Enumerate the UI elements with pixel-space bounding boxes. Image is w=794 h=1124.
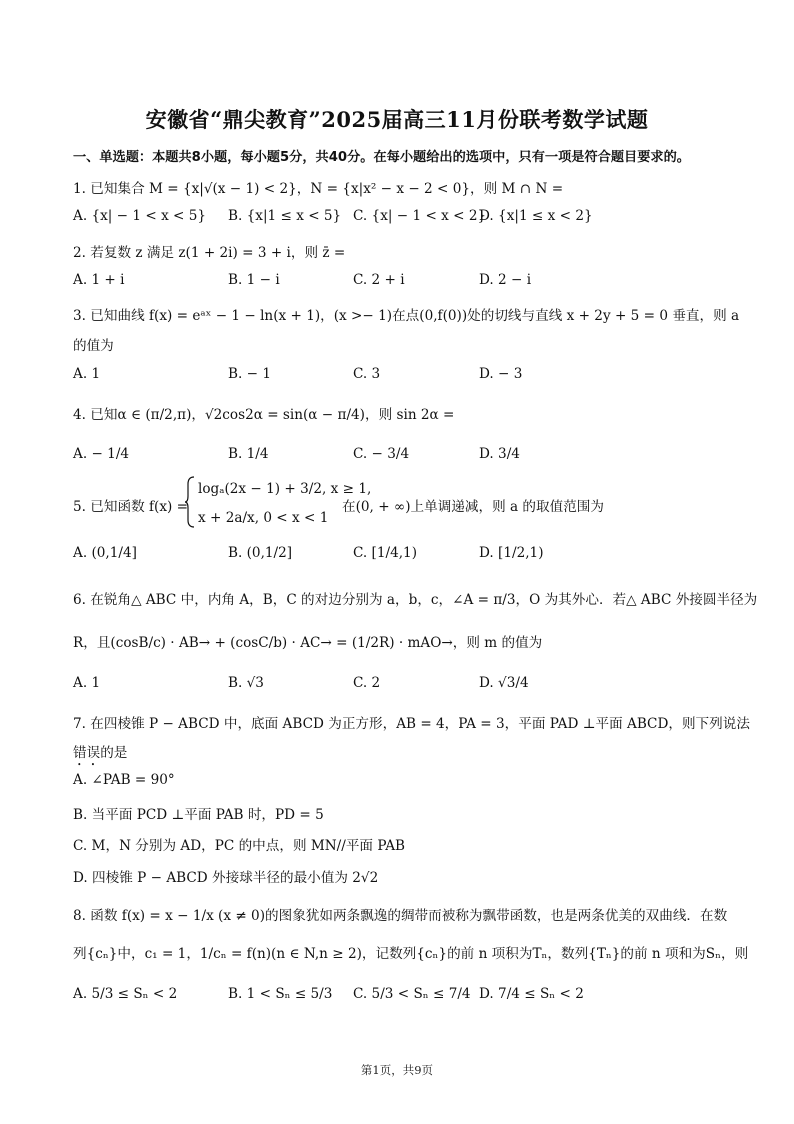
q2-option-b: B. 1 − i (228, 272, 280, 288)
q3-option-b: B. − 1 (228, 366, 271, 382)
q8-option-a: A. 5/3 ≤ Sₙ < 2 (73, 986, 178, 1002)
q4-option-d: D. 3/4 (479, 446, 520, 462)
q8-stem-line1: 8. 函数 f(x) = x − 1/x (x ≠ 0)的图象犹如两条飘逸的绸带而被称为飘带函数，也是两条优美的双曲线．在数 (73, 908, 728, 924)
q7-stem-line2-rest: 的是 (100, 745, 128, 761)
q8-option-c: C. 5/3 < Sₙ ≤ 7/4 (353, 986, 471, 1002)
q3-option-c: C. 3 (353, 366, 381, 382)
q2-stem: 2. 若复数 z 满足 z(1 + 2i) = 3 + i，则 z̄ = (73, 245, 346, 261)
q4-option-c: C. − 3/4 (353, 446, 410, 462)
q6-option-d: D. √3/4 (479, 675, 529, 691)
q6-option-a: A. 1 (73, 675, 101, 691)
q1-option-b: B. {x|1 ≤ x < 5} (228, 208, 342, 224)
q7-stem-line1: 7. 在四棱锥 P − ABCD 中，底面 ABCD 为正方形，AB = 4，PA = 3，平面 PAD ⊥平面 ABCD，则下列说法 (73, 716, 750, 732)
q2-option-a: A. 1 + i (73, 272, 125, 288)
q5-option-c: C. [1/4,1) (353, 545, 418, 561)
q4-option-a: A. − 1/4 (73, 446, 130, 462)
q7-emphasis-word: 错误 (73, 745, 101, 761)
q3-stem-line2: 的值为 (73, 338, 114, 354)
q7-option-b: B. 当平面 PCD ⊥平面 PAB 时，PD = 5 (73, 807, 324, 823)
q2-option-d: D. 2 − i (479, 272, 532, 288)
q4-stem: 4. 已知α ∈ (π/2,π)，√2cos2α = sin(α − π/4)，则 sin 2α = (73, 407, 455, 423)
q5-brace (184, 476, 196, 528)
q5-stem-suffix: 在(0, + ∞)上单调递减，则 a 的取值范围为 (342, 499, 604, 515)
q7-option-a: A. ∠PAB = 90° (73, 772, 175, 788)
q7-stem-line2 (73, 741, 127, 769)
q5-case-1: logₐ(2x − 1) + 3/2, x ≥ 1, (198, 481, 372, 497)
page-footer: 第1页，共9页 (360, 1063, 434, 1077)
q6-stem-line1: 6. 在锐角△ ABC 中，内角 A，B，C 的对边分别为 a，b，c，∠A = π/3，O 为其外心．若△ ABC 外接圆半径为 (73, 592, 758, 608)
q6-option-b: B. √3 (228, 675, 264, 691)
q5-option-d: D. [1/2,1) (479, 545, 544, 561)
q1-option-a: A. {x| − 1 < x < 5} (73, 208, 207, 224)
q3-stem-line1: 3. 已知曲线 f(x) = eᵃˣ − 1 − ln(x + 1)，(x >− 1)在点(0,f(0))处的切线与直线 x + 2y + 5 = 0 垂直，则 a (73, 308, 740, 324)
q1-stem: 1. 已知集合 M = {x|√(x − 1) < 2}，N = {x|x² − x − 2 < 0}，则 M ∩ N = (73, 181, 564, 197)
q1-option-c: C. {x| − 1 < x < 2} (353, 208, 487, 224)
section-heading: 一、单选题：本题共8小题，每小题5分，共40分。在每小题给出的选项中，只有一项是符合题目要求的。 (73, 150, 690, 165)
q3-option-d: D. − 3 (479, 366, 523, 382)
q1-option-d: D. {x|1 ≤ x < 2} (479, 208, 593, 224)
q3-option-a: A. 1 (73, 366, 101, 382)
q4-option-b: B. 1/4 (228, 446, 269, 462)
exam-title: 安徽省“鼎尖教育”2025届高三11月份联考数学试题 (145, 107, 649, 132)
q5-stem-prefix: 5. 已知函数 f(x) = (73, 499, 189, 515)
q7-option-c: C. M，N 分别为 AD，PC 的中点，则 MN//平面 PAB (73, 838, 406, 854)
q7-option-d: D. 四棱锥 P − ABCD 外接球半径的最小值为 2√2 (73, 870, 379, 886)
q5-option-a: A. (0,1/4] (73, 545, 137, 561)
q6-stem-line2: R，且(cosB/c) · AB→ + (cosC/b) · AC→ = (1/2R) · mAO→，则 m 的值为 (73, 635, 543, 651)
q6-option-c: C. 2 (353, 675, 381, 691)
q5-case-2: x + 2a/x, 0 < x < 1 (198, 510, 329, 526)
q5-option-b: B. (0,1/2] (228, 545, 293, 561)
q8-option-b: B. 1 < Sₙ ≤ 5/3 (228, 986, 333, 1002)
q8-stem-line2: 列{cₙ}中，c₁ = 1，1/cₙ = f(n)(n ∈ N,n ≥ 2)，记数列{cₙ}的前 n 项积为Tₙ，数列{Tₙ}的前 n 项和为Sₙ，则 (73, 946, 749, 962)
q2-option-c: C. 2 + i (353, 272, 405, 288)
q8-option-d: D. 7/4 ≤ Sₙ < 2 (479, 986, 584, 1002)
